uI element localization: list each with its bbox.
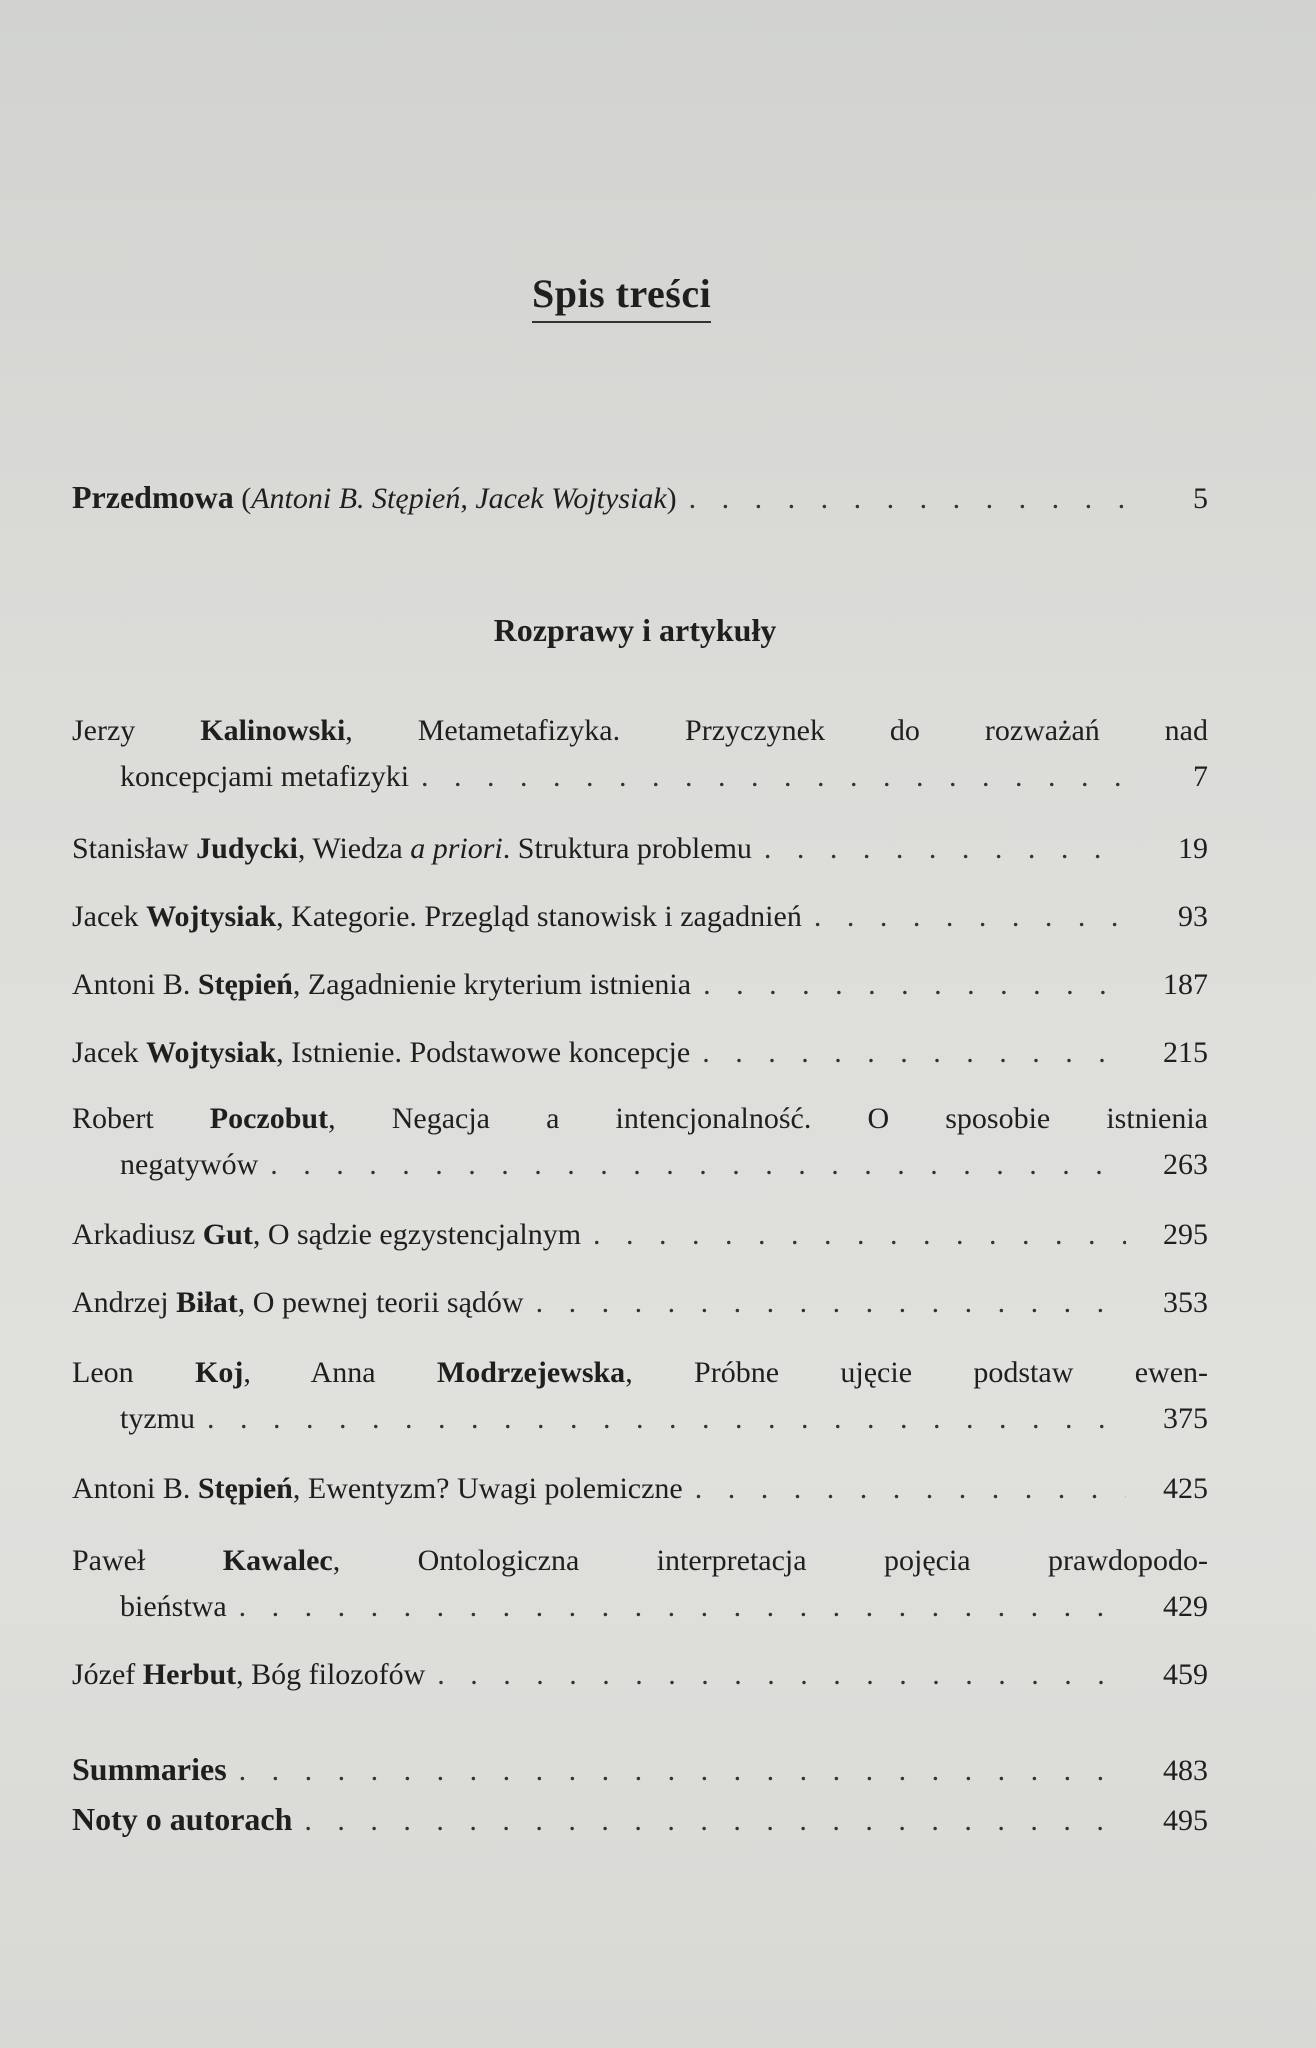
page-number: 483 [1163, 1754, 1208, 1787]
leader-dots [304, 1798, 1126, 1844]
preface-label: Przedmowa [72, 479, 234, 515]
author-surname: Kalinowski [200, 714, 346, 747]
page-number: 429 [1163, 1590, 1208, 1623]
toc-entry-notes: Noty o autorach . . . 495 [72, 1796, 1208, 1844]
toc-entry: Antoni B. Stępień, Zagadnienie kryterium istnienia . . . 187 [72, 962, 1208, 1008]
leader-dots [239, 1584, 1126, 1630]
leader-dots [814, 894, 1126, 940]
leader-dots [764, 826, 1126, 872]
toc-entry: Paweł Kawalec, Ontologiczna interpretacja pojęcia prawdopodo- bieństwa . . . 429 [72, 1538, 1208, 1630]
toc-entry-preface: Przedmowa (Antoni B. Stępień, Jacek Wojtysiak) . . . 5 [72, 474, 1208, 522]
leader-dots [702, 1030, 1126, 1076]
toc-entry: Antoni B. Stępień, Ewentyzm? Uwagi polemiczne . . . 425 [72, 1466, 1208, 1512]
author-surname: Koj [195, 1356, 244, 1389]
toc-entry-summaries: Summaries . . . 483 [72, 1746, 1208, 1794]
page-number: 215 [1163, 1036, 1208, 1069]
toc-entry: Jerzy Kalinowski, Metametafizyka. Przyczynek do rozważań nad koncepcjami metafizyki . . . 7 [72, 708, 1208, 800]
toc-title: Spis treści [532, 270, 711, 323]
author-surname: Biłat [176, 1286, 238, 1319]
section-heading: Rozprawy i artykuły [493, 612, 777, 648]
preface-authors: Antoni B. Stępień, Jacek Wojtysiak [251, 482, 667, 515]
leader-dots [593, 1212, 1126, 1258]
author-surname: Poczobut [209, 1102, 329, 1135]
author-surname: Kawalec [222, 1544, 333, 1577]
toc-entry: Andrzej Biłat, O pewnej teorii sądów . . . 353 [72, 1280, 1208, 1326]
leader-dots [703, 962, 1126, 1008]
author-surname: Judycki [196, 832, 298, 865]
page-number: 295 [1163, 1218, 1208, 1251]
page-number: 93 [1178, 900, 1208, 933]
toc-entry: Arkadiusz Gut, O sądzie egzystencjalnym . . . 295 [72, 1212, 1208, 1258]
author-surname: Stępień [197, 1472, 293, 1505]
page-number: 7 [1193, 760, 1208, 793]
leader-dots [421, 754, 1126, 800]
leader-dots [207, 1396, 1126, 1442]
author-surname: Wojtysiak [146, 900, 277, 933]
author-surname: Modrzejewska [436, 1356, 626, 1389]
author-surname: Wojtysiak [146, 1036, 277, 1069]
leader-dots [536, 1280, 1126, 1326]
author-surname: Gut [202, 1218, 253, 1251]
page-number: 425 [1163, 1472, 1208, 1505]
leader-dots [689, 476, 1126, 522]
leader-dots [695, 1466, 1126, 1512]
toc-entry: Jacek Wojtysiak, Kategorie. Przegląd stanowisk i zagadnień . . . 93 [72, 894, 1208, 940]
page-number: 353 [1163, 1286, 1208, 1319]
page-number: 187 [1163, 968, 1208, 1001]
toc-entry: Józef Herbut, Bóg filozofów . . . 459 [72, 1652, 1208, 1698]
page-number: 495 [1163, 1804, 1208, 1837]
page-number: 263 [1163, 1148, 1208, 1181]
author-surname: Herbut [142, 1658, 237, 1691]
page-number: 375 [1163, 1402, 1208, 1435]
page-number: 5 [1193, 482, 1208, 515]
toc-entry: Stanisław Judycki, Wiedza a priori. Struktura problemu . . . 19 [72, 826, 1208, 872]
toc-entry: Jacek Wojtysiak, Istnienie. Podstawowe koncepcje . . . 215 [72, 1030, 1208, 1076]
page-number: 19 [1178, 832, 1208, 865]
toc-entry: Leon Koj, Anna Modrzejewska, Próbne ujęcie podstaw ewen- tyzmu . . . 375 [72, 1350, 1208, 1442]
leader-dots [270, 1142, 1126, 1188]
author-surname: Stępień [197, 968, 293, 1001]
toc-entry: Robert Poczobut, Negacja a intencjonalność. O sposobie istnienia negatywów . . . 263 [72, 1096, 1208, 1188]
page-number: 459 [1163, 1658, 1208, 1691]
leader-dots [239, 1748, 1126, 1794]
leader-dots [437, 1652, 1126, 1698]
